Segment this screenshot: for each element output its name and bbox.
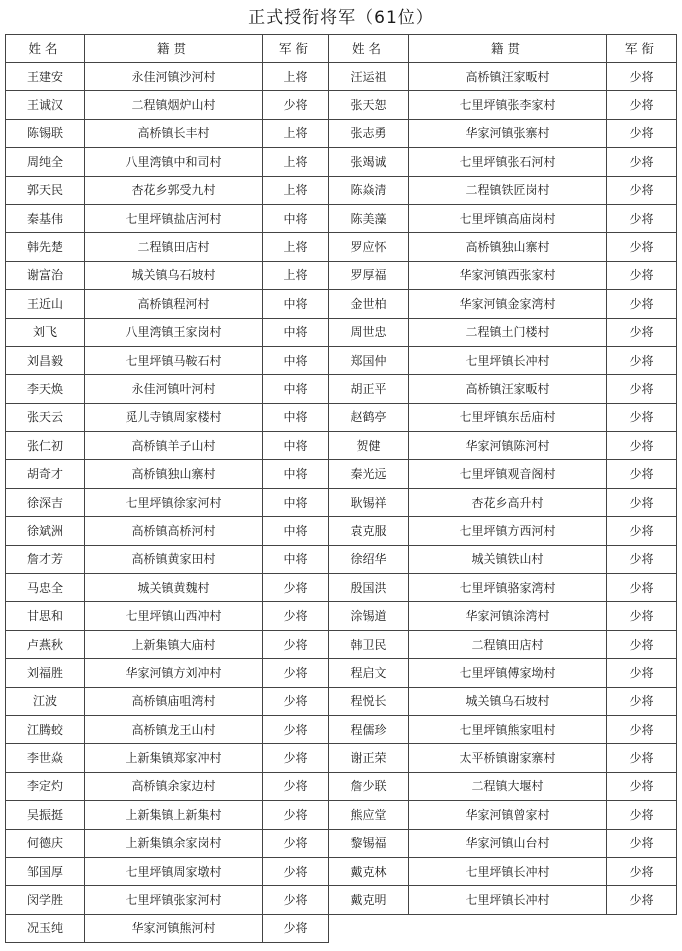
header-rank-left: 军衔 (263, 35, 329, 63)
cell-hometown-left: 杏花乡郭受九村 (85, 176, 263, 204)
cell-name-left: 刘福胜 (6, 659, 85, 687)
cell-hometown-right: 城关镇铁山村 (409, 545, 607, 573)
cell-name-left: 张仁初 (6, 432, 85, 460)
table-row (6, 517, 677, 545)
cell-rank-right: 少将 (607, 574, 677, 602)
cell-rank-right: 少将 (607, 460, 677, 488)
cell-rank-left: 中将 (263, 517, 329, 545)
cell-rank-left: 中将 (263, 346, 329, 374)
cell-name-left: 徐深吉 (6, 488, 85, 516)
cell-rank-left: 少将 (263, 886, 329, 914)
cell-name-right: 陈焱清 (329, 176, 409, 204)
table-row (6, 857, 677, 885)
cell-rank-right: 少将 (607, 488, 677, 516)
generals-table (5, 34, 677, 943)
cell-hometown-left: 上新集镇上新集村 (85, 801, 263, 829)
cell-name-left: 徐斌洲 (6, 517, 85, 545)
table-row (6, 744, 677, 772)
cell-name-left: 胡奇才 (6, 460, 85, 488)
cell-hometown-right: 七里坪镇长冲村 (409, 857, 607, 885)
cell-name-left: 王诚汉 (6, 91, 85, 119)
cell-name-left: 邹国厚 (6, 857, 85, 885)
cell-hometown-right: 高桥镇汪家畈村 (409, 375, 607, 403)
cell-name-left: 况玉纯 (6, 914, 85, 942)
cell-rank-right: 少将 (607, 204, 677, 232)
cell-hometown-left: 高桥镇羊子山村 (85, 432, 263, 460)
table-row (6, 375, 677, 403)
cell-hometown-left: 七里坪镇张家河村 (85, 886, 263, 914)
cell-name-right: 胡正平 (329, 375, 409, 403)
cell-rank-left: 少将 (263, 857, 329, 885)
cell-hometown-right: 华家河镇山台村 (409, 829, 607, 857)
cell-name-left: 刘飞 (6, 318, 85, 346)
cell-hometown-right: 二程镇田店村 (409, 630, 607, 658)
cell-rank-right: 少将 (607, 545, 677, 573)
cell-name-right: 金世柏 (329, 290, 409, 318)
cell-rank-left: 少将 (263, 574, 329, 602)
cell-hometown-right: 华家河镇陈河村 (409, 432, 607, 460)
cell-hometown-left: 永佳河镇沙河村 (85, 63, 263, 91)
table-row (6, 801, 677, 829)
cell-rank-right: 少将 (607, 346, 677, 374)
cell-name-right: 涂锡道 (329, 602, 409, 630)
table-header-row (6, 35, 677, 63)
table-row (6, 290, 677, 318)
cell-rank-left: 中将 (263, 318, 329, 346)
cell-hometown-left: 上新集镇郑家冲村 (85, 744, 263, 772)
cell-name-right: 詹少联 (329, 772, 409, 800)
cell-rank-right: 少将 (607, 772, 677, 800)
table-row (6, 233, 677, 261)
cell-hometown-right: 七里坪镇东岳庙村 (409, 403, 607, 431)
table-row (6, 574, 677, 602)
cell-hometown-right: 太平桥镇谢家寨村 (409, 744, 607, 772)
cell-hometown-right: 高桥镇独山寨村 (409, 233, 607, 261)
cell-name-left: 李世焱 (6, 744, 85, 772)
cell-hometown-left: 高桥镇龙王山村 (85, 715, 263, 743)
table-row (6, 148, 677, 176)
header-hometown-right: 籍贯 (409, 35, 607, 63)
cell-hometown-right: 七里坪镇张李家村 (409, 91, 607, 119)
cell-name-left: 甘思和 (6, 602, 85, 630)
cell-rank-right: 少将 (607, 91, 677, 119)
cell-name-left: 李天焕 (6, 375, 85, 403)
cell-name-left: 何德庆 (6, 829, 85, 857)
cell-hometown-right: 二程镇铁匠岗村 (409, 176, 607, 204)
table-row (6, 715, 677, 743)
cell-rank-left: 少将 (263, 630, 329, 658)
cell-hometown-right: 二程镇大堰村 (409, 772, 607, 800)
cell-name-right: 陈美藻 (329, 204, 409, 232)
cell-hometown-left: 高桥镇余家边村 (85, 772, 263, 800)
table-row (6, 914, 677, 942)
cell-hometown-right: 华家河镇张寨村 (409, 119, 607, 147)
cell-rank-right: 少将 (607, 432, 677, 460)
cell-hometown-right: 华家河镇金家湾村 (409, 290, 607, 318)
table-row (6, 91, 677, 119)
cell-hometown-left: 上新集镇大庙村 (85, 630, 263, 658)
cell-hometown-left: 城关镇黄魏村 (85, 574, 263, 602)
table-row (6, 119, 677, 147)
cell-name-right: 程启文 (329, 659, 409, 687)
cell-name-right: 袁克服 (329, 517, 409, 545)
cell-hometown-right: 华家河镇涂湾村 (409, 602, 607, 630)
cell-name-left: 马忠全 (6, 574, 85, 602)
cell-name-left: 韩先楚 (6, 233, 85, 261)
cell-rank-right: 少将 (607, 148, 677, 176)
cell-rank-right: 少将 (607, 630, 677, 658)
cell-hometown-right: 七里坪镇傅家坳村 (409, 659, 607, 687)
cell-hometown-left: 上新集镇余家岗村 (85, 829, 263, 857)
empty-cell (329, 914, 409, 942)
cell-name-right: 秦光远 (329, 460, 409, 488)
empty-cell (409, 914, 607, 942)
cell-hometown-right: 华家河镇曾家村 (409, 801, 607, 829)
table-row (6, 488, 677, 516)
cell-rank-left: 少将 (263, 829, 329, 857)
empty-cell (607, 914, 677, 942)
cell-name-right: 贺健 (329, 432, 409, 460)
cell-name-right: 徐绍华 (329, 545, 409, 573)
cell-rank-right: 少将 (607, 233, 677, 261)
cell-name-left: 谢富治 (6, 261, 85, 289)
table-row (6, 318, 677, 346)
cell-name-right: 张志勇 (329, 119, 409, 147)
cell-rank-left: 中将 (263, 290, 329, 318)
cell-rank-left: 中将 (263, 545, 329, 573)
table-row (6, 176, 677, 204)
cell-name-right: 程儒珍 (329, 715, 409, 743)
cell-hometown-left: 七里坪镇山西冲村 (85, 602, 263, 630)
cell-name-left: 秦基伟 (6, 204, 85, 232)
cell-name-right: 程悦长 (329, 687, 409, 715)
cell-rank-left: 少将 (263, 744, 329, 772)
cell-name-right: 周世忠 (329, 318, 409, 346)
cell-name-left: 刘昌毅 (6, 346, 85, 374)
cell-name-left: 张天云 (6, 403, 85, 431)
cell-rank-right: 少将 (607, 744, 677, 772)
cell-rank-right: 少将 (607, 290, 677, 318)
table-row (6, 432, 677, 460)
cell-hometown-left: 二程镇烟炉山村 (85, 91, 263, 119)
cell-name-left: 江波 (6, 687, 85, 715)
cell-name-left: 王近山 (6, 290, 85, 318)
table-row (6, 403, 677, 431)
page-title: 正式授衔将军（61位） (248, 8, 434, 28)
cell-hometown-right: 七里坪镇观音阁村 (409, 460, 607, 488)
table-row (6, 346, 677, 374)
cell-name-right: 耿锡祥 (329, 488, 409, 516)
cell-name-left: 李定灼 (6, 772, 85, 800)
cell-rank-right: 少将 (607, 176, 677, 204)
cell-hometown-left: 七里坪镇盐店河村 (85, 204, 263, 232)
cell-hometown-left: 八里湾镇王家岗村 (85, 318, 263, 346)
cell-hometown-left: 七里坪镇徐家河村 (85, 488, 263, 516)
cell-rank-left: 少将 (263, 91, 329, 119)
cell-hometown-right: 七里坪镇方西河村 (409, 517, 607, 545)
cell-rank-right: 少将 (607, 687, 677, 715)
cell-rank-left: 上将 (263, 63, 329, 91)
cell-hometown-left: 高桥镇黄家田村 (85, 545, 263, 573)
cell-name-right: 韩卫民 (329, 630, 409, 658)
table-row (6, 261, 677, 289)
cell-hometown-right: 七里坪镇张石河村 (409, 148, 607, 176)
cell-name-left: 闵学胜 (6, 886, 85, 914)
cell-name-right: 罗厚福 (329, 261, 409, 289)
cell-name-right: 张竭诚 (329, 148, 409, 176)
cell-rank-right: 少将 (607, 857, 677, 885)
cell-rank-right: 少将 (607, 318, 677, 346)
cell-rank-left: 上将 (263, 233, 329, 261)
cell-hometown-right: 七里坪镇长冲村 (409, 886, 607, 914)
cell-rank-right: 少将 (607, 517, 677, 545)
cell-rank-left: 中将 (263, 403, 329, 431)
cell-hometown-right: 城关镇乌石坡村 (409, 687, 607, 715)
cell-rank-left: 上将 (263, 261, 329, 289)
cell-hometown-left: 觅儿寺镇周家楼村 (85, 403, 263, 431)
cell-rank-left: 中将 (263, 204, 329, 232)
cell-rank-right: 少将 (607, 886, 677, 914)
cell-hometown-right: 华家河镇西张家村 (409, 261, 607, 289)
cell-name-right: 罗应怀 (329, 233, 409, 261)
cell-name-right: 谢正荣 (329, 744, 409, 772)
table-row (6, 829, 677, 857)
cell-name-right: 殷国洪 (329, 574, 409, 602)
table-row (6, 63, 677, 91)
cell-hometown-left: 城关镇乌石坡村 (85, 261, 263, 289)
cell-hometown-right: 七里坪镇骆家湾村 (409, 574, 607, 602)
cell-hometown-right: 七里坪镇熊家咀村 (409, 715, 607, 743)
table-row (6, 659, 677, 687)
cell-rank-left: 中将 (263, 488, 329, 516)
cell-rank-right: 少将 (607, 403, 677, 431)
cell-hometown-left: 高桥镇长丰村 (85, 119, 263, 147)
cell-rank-right: 少将 (607, 659, 677, 687)
header-name-right: 姓名 (329, 35, 409, 63)
cell-rank-left: 少将 (263, 659, 329, 687)
cell-rank-left: 中将 (263, 432, 329, 460)
cell-name-left: 周纯全 (6, 148, 85, 176)
cell-rank-right: 少将 (607, 715, 677, 743)
cell-hometown-right: 七里坪镇高庙岗村 (409, 204, 607, 232)
cell-name-right: 黎锡福 (329, 829, 409, 857)
table-body (6, 35, 677, 943)
cell-rank-left: 少将 (263, 801, 329, 829)
cell-hometown-right: 高桥镇汪家畈村 (409, 63, 607, 91)
header-rank-right: 军衔 (607, 35, 677, 63)
cell-hometown-left: 高桥镇庙咀湾村 (85, 687, 263, 715)
cell-rank-left: 少将 (263, 772, 329, 800)
cell-name-left: 郭天民 (6, 176, 85, 204)
cell-hometown-right: 杏花乡高升村 (409, 488, 607, 516)
cell-hometown-left: 永佳河镇叶河村 (85, 375, 263, 403)
cell-hometown-right: 七里坪镇长冲村 (409, 346, 607, 374)
cell-name-left: 江腾蛟 (6, 715, 85, 743)
cell-rank-right: 少将 (607, 261, 677, 289)
cell-rank-right: 少将 (607, 801, 677, 829)
cell-hometown-right: 二程镇土门楼村 (409, 318, 607, 346)
cell-name-left: 王建安 (6, 63, 85, 91)
table-row (6, 630, 677, 658)
header-name-left: 姓名 (6, 35, 85, 63)
cell-hometown-left: 八里湾镇中和司村 (85, 148, 263, 176)
cell-name-right: 戴克林 (329, 857, 409, 885)
cell-name-right: 赵鹤亭 (329, 403, 409, 431)
cell-rank-left: 少将 (263, 602, 329, 630)
cell-rank-right: 少将 (607, 375, 677, 403)
cell-hometown-left: 七里坪镇周家墩村 (85, 857, 263, 885)
table-row (6, 687, 677, 715)
cell-rank-right: 少将 (607, 602, 677, 630)
header-hometown-left: 籍贯 (85, 35, 263, 63)
cell-rank-left: 上将 (263, 176, 329, 204)
cell-name-right: 郑国仲 (329, 346, 409, 374)
cell-hometown-left: 高桥镇程河村 (85, 290, 263, 318)
cell-name-left: 吴振挺 (6, 801, 85, 829)
cell-rank-left: 中将 (263, 460, 329, 488)
cell-rank-left: 中将 (263, 375, 329, 403)
cell-rank-left: 少将 (263, 687, 329, 715)
cell-name-right: 熊应堂 (329, 801, 409, 829)
cell-rank-right: 少将 (607, 829, 677, 857)
cell-rank-left: 少将 (263, 914, 329, 942)
table-row (6, 886, 677, 914)
cell-name-left: 詹才芳 (6, 545, 85, 573)
cell-rank-left: 上将 (263, 148, 329, 176)
table-row (6, 545, 677, 573)
cell-name-right: 戴克明 (329, 886, 409, 914)
cell-hometown-left: 高桥镇独山寨村 (85, 460, 263, 488)
cell-hometown-left: 七里坪镇马鞍石村 (85, 346, 263, 374)
cell-hometown-left: 高桥镇高桥河村 (85, 517, 263, 545)
table-row (6, 460, 677, 488)
cell-hometown-left: 华家河镇方刘冲村 (85, 659, 263, 687)
cell-name-right: 汪运祖 (329, 63, 409, 91)
cell-name-left: 陈锡联 (6, 119, 85, 147)
table-row (6, 602, 677, 630)
cell-rank-left: 少将 (263, 715, 329, 743)
cell-hometown-left: 华家河镇熊河村 (85, 914, 263, 942)
cell-name-right: 张天恕 (329, 91, 409, 119)
cell-rank-left: 上将 (263, 119, 329, 147)
cell-hometown-left: 二程镇田店村 (85, 233, 263, 261)
cell-rank-right: 少将 (607, 119, 677, 147)
table-row (6, 204, 677, 232)
table-row (6, 772, 677, 800)
cell-name-left: 卢燕秋 (6, 630, 85, 658)
cell-rank-right: 少将 (607, 63, 677, 91)
